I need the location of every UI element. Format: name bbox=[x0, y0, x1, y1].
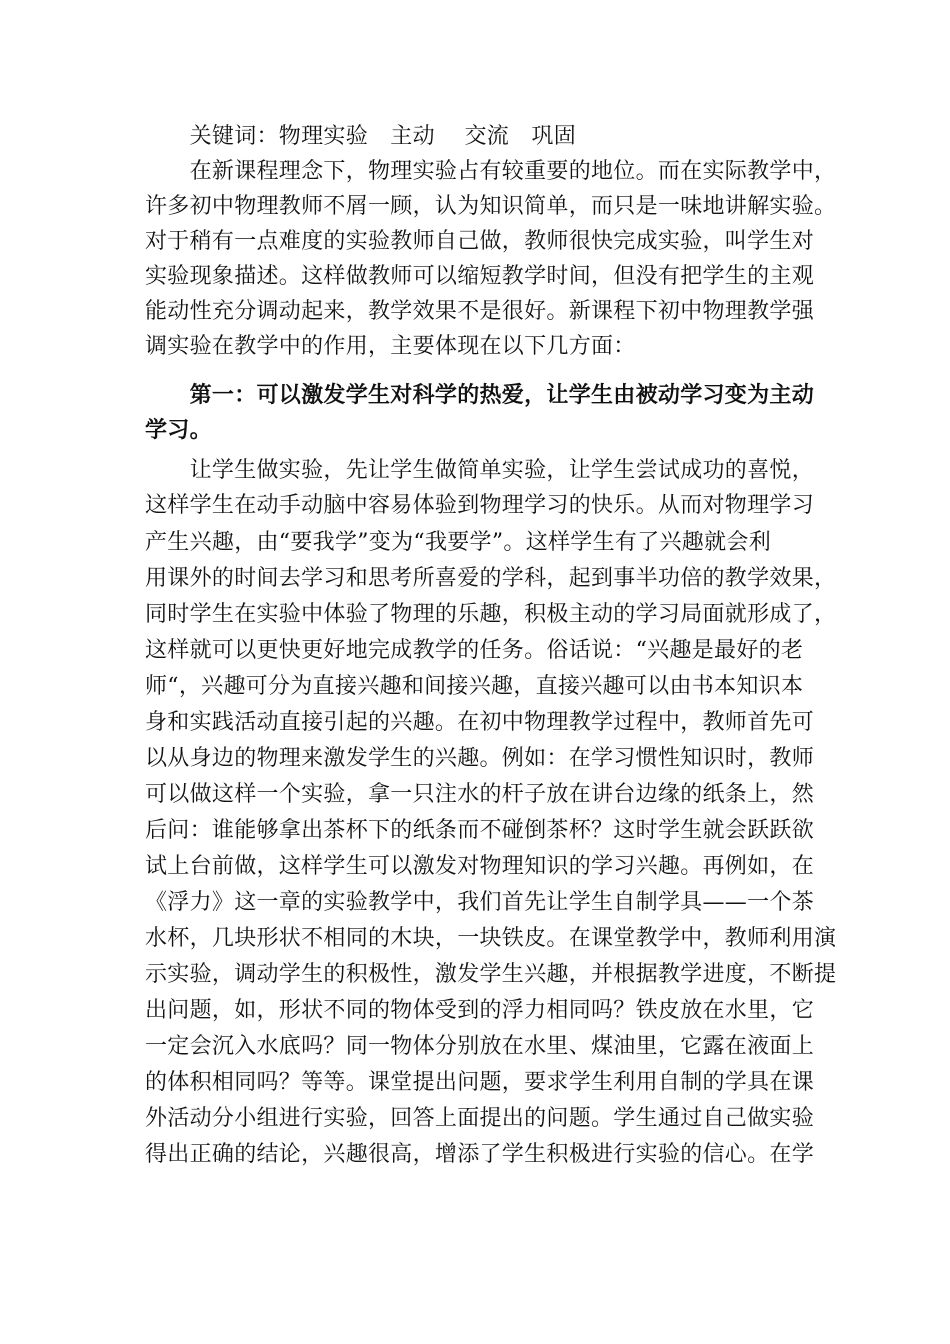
paragraph-line: 示实验，调动学生的积极性，激发学生兴趣，并根据教学进度，不断提 bbox=[145, 962, 837, 987]
paragraph-line: 同时学生在实验中体验了物理的乐趣，积极主动的学习局面就形成了， bbox=[145, 602, 837, 627]
paragraph-line: 产生兴趣，由“要我学”变为“我要学”。这样学生有了兴趣就会利 bbox=[145, 530, 771, 555]
paragraph-line: 在新课程理念下，物理实验占有较重要的地位。而在实际教学中， bbox=[145, 159, 837, 184]
paragraph-line: 让学生做实验，先让学生做简单实验，让学生尝试成功的喜悦， bbox=[145, 458, 815, 483]
paragraph-line: 许多初中物理教师不屑一顾，认为知识简单，而只是一味地讲解实验。 bbox=[145, 194, 837, 219]
paragraph-line: 以从身边的物理来激发学生的兴趣。例如：在学习惯性知识时，教师 bbox=[145, 746, 815, 771]
paragraph-line: 用课外的时间去学习和思考所喜爱的学科，起到事半功倍的教学效果， bbox=[145, 566, 837, 591]
paragraph-line: 一定会沉入水底吗？同一物体分别放在水里、煤油里，它露在液面上 bbox=[145, 1034, 815, 1059]
paragraph-line: 能动性充分调动起来，教学效果不是很好。新课程下初中物理教学强 bbox=[145, 299, 815, 324]
section-heading-line: 第一：可以激发学生对科学的热爱，让学生由被动学习变为主动 bbox=[145, 383, 815, 408]
paragraph-line: 后问：谁能够拿出茶杯下的纸条而不碰倒茶杯？这时学生就会跃跃欲 bbox=[145, 818, 815, 843]
paragraph-line: 实验现象描述。这样做教师可以缩短教学时间，但没有把学生的主观 bbox=[145, 264, 815, 289]
paragraph-line: 这样就可以更快更好地完成教学的任务。俗话说：“兴趣是最好的老 bbox=[145, 638, 804, 663]
paragraph-line: 《浮力》这一章的实验教学中，我们首先让学生自制学具——一个茶 bbox=[145, 890, 815, 915]
paragraph-line: 外活动分小组进行实验，回答上面提出的问题。学生通过自己做实验 bbox=[145, 1106, 815, 1131]
paragraph-line: 水杯，几块形状不相同的木块，一块铁皮。在课堂教学中，教师利用演 bbox=[145, 926, 837, 951]
paragraph-line: 可以做这样一个实验，拿一只注水的杆子放在讲台边缘的纸条上，然 bbox=[145, 782, 815, 807]
paragraph-line: 身和实践活动直接引起的兴趣。在初中物理教学过程中，教师首先可 bbox=[145, 710, 815, 735]
paragraph-line: 得出正确的结论，兴趣很高，增添了学生积极进行实验的信心。在学 bbox=[145, 1142, 815, 1167]
paragraph-line: 调实验在教学中的作用，主要体现在以下几方面： bbox=[145, 334, 636, 359]
paragraph-line: 的体积相同吗？等等。课堂提出问题，要求学生利用自制的学具在课 bbox=[145, 1070, 815, 1095]
section-heading-line: 学习。 bbox=[145, 418, 212, 443]
paragraph-line: 试上台前做，这样学生可以激发对物理知识的学习兴趣。再例如，在 bbox=[145, 854, 815, 879]
keywords-line: 关键词：物理实验 主动 交流 巩固 bbox=[145, 124, 576, 149]
paragraph-line: 出问题，如，形状不同的物体受到的浮力相同吗？铁皮放在水里，它 bbox=[145, 998, 815, 1023]
paragraph-line: 这样学生在动手动脑中容易体验到物理学习的快乐。从而对物理学习 bbox=[145, 493, 815, 518]
paragraph-line: 师“，兴趣可分为直接兴趣和间接兴趣，直接兴趣可以由书本知识本 bbox=[145, 674, 804, 699]
paragraph-line: 对于稍有一点难度的实验教师自己做，教师很快完成实验，叫学生对 bbox=[145, 229, 815, 254]
